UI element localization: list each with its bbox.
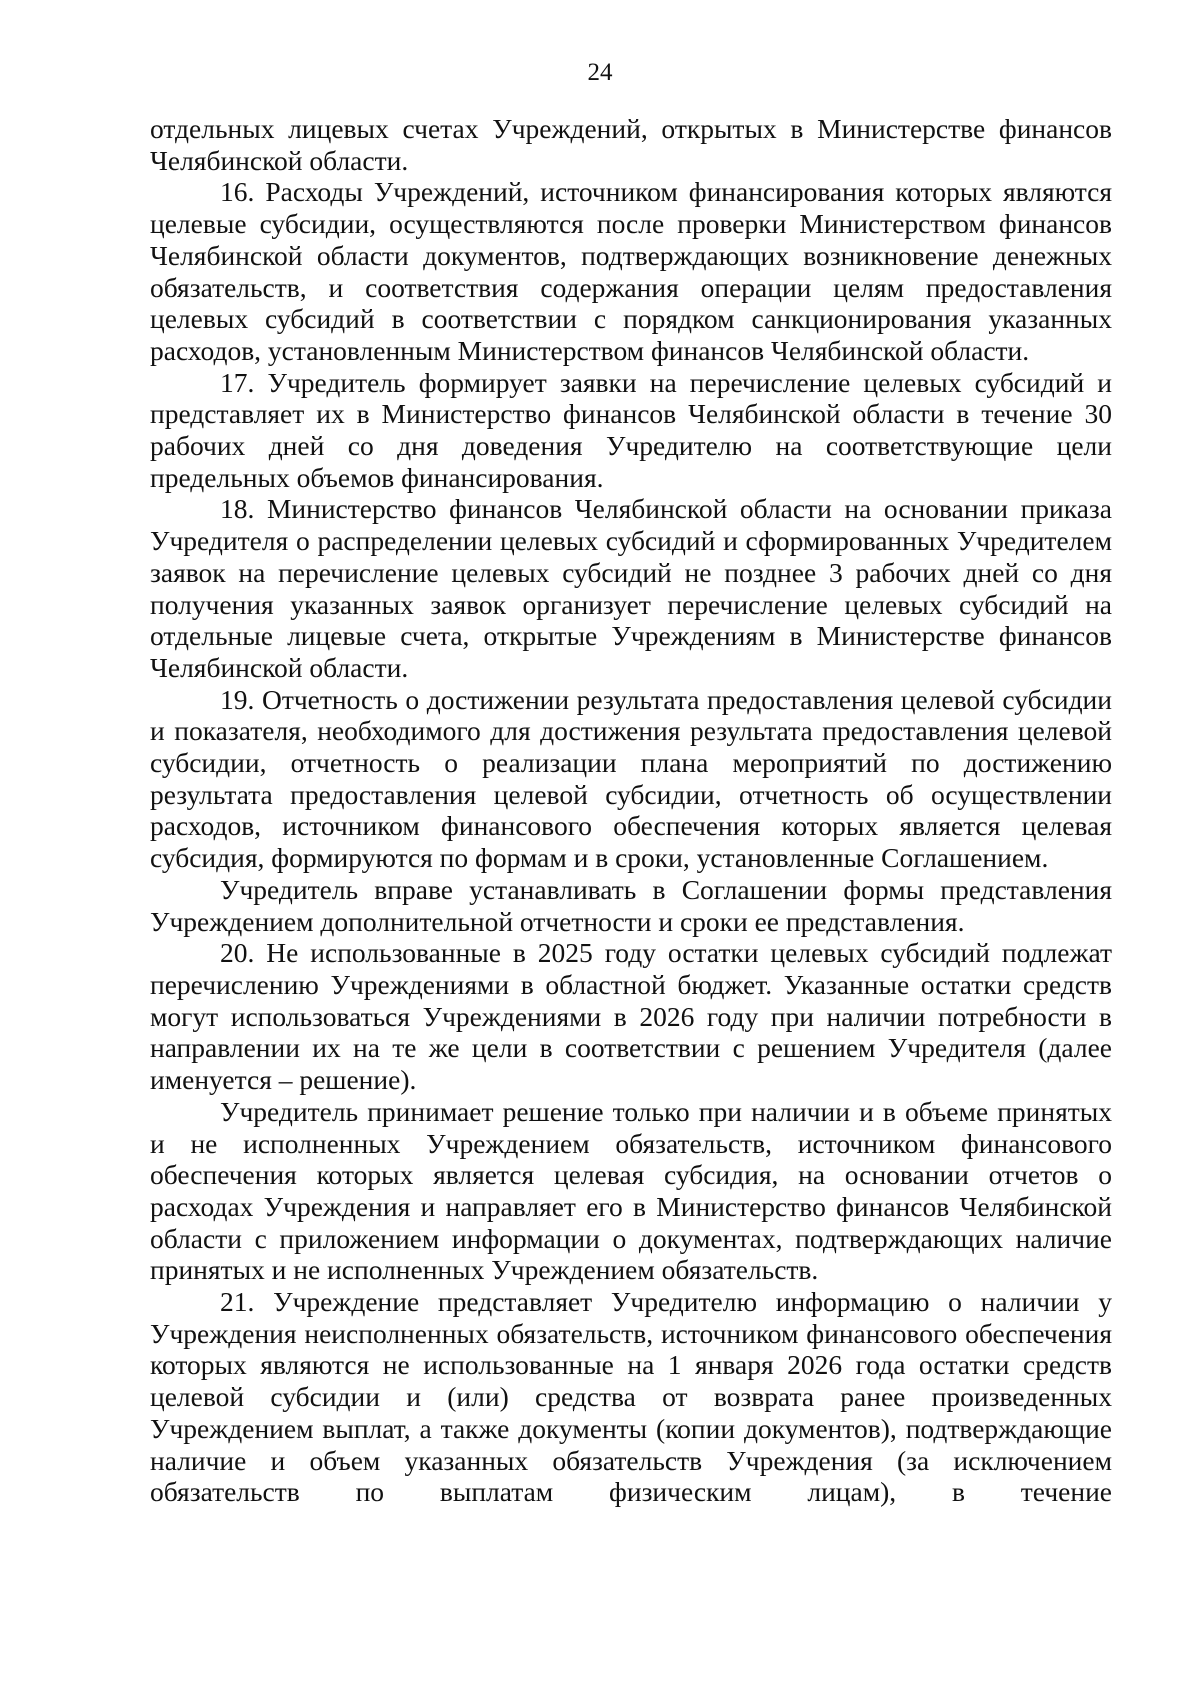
paragraph-17: 17. Учредитель формирует заявки на перечисление целевых субсидий и представляет их в Министерство финансов Челябинской области в течение 30 рабочих дней со дня доведения Учредителю на соответствующие цели предельных объемов финансирования.: [150, 366, 1112, 493]
paragraph-16: 16. Расходы Учреждений, источником финансирования которых являются целевые субсидии, осуществляются после проверки Министерством финансов Челябинской области документов, подтверждающих возникновение денежных обязательств, и соответствия содержания операции целям предоставления целевых субсидий в соответствии с порядком санкционирования указанных расходов, установленным Министерством финансов Челябинской области.: [150, 176, 1112, 366]
paragraph-20: 20. Не использованные в 2025 году остатки целевых субсидий подлежат перечислению Учреждениями в областной бюджет. Указанные остатки средств могут использоваться Учреждениями в 2026 году при наличии потребности в направлении их на те же цели в соответствии с решением Учредителя (далее именуется – решение).: [150, 937, 1112, 1096]
document-body: [150, 113, 1112, 1508]
page-number: 24: [587, 59, 613, 86]
paragraph-19-founder-right: Учредитель вправе устанавливать в Соглашении формы представления Учреждением дополнительной отчетности и сроки ее представления.: [150, 873, 1112, 937]
paragraph-20-founder-decision: Учредитель принимает решение только при наличии и в объеме принятых и не исполненных Учреждением обязательств, источником финансового обеспечения которых является целевая субсидия, на основании отчетов о расходах Учреждения и направляет его в Министерство финансов Челябинской области с приложением информации о документах, подтверждающих наличие принятых и не исполненных Учреждением обязательств.: [150, 1095, 1112, 1286]
paragraph-21: 21. Учреждение представляет Учредителю информацию о наличии у Учреждения неисполненных обязательств, источником финансового обеспечения которых являются не использованные на 1 января 2026 года остатки средств целевой субсидии и (или) средства от возврата ранее произведенных Учреждением выплат, а также документы (копии документов), подтверждающие наличие и объем указанных обязательств Учреждения (за исключением обязательств по выплатам физическим лицам), в течение: [150, 1286, 1112, 1508]
paragraph-19: 19. Отчетность о достижении результата предоставления целевой субсидии и показателя, необходимого для достижения результата предоставления целевой субсидии, отчетность о реализации плана мероприятий по достижению результата предоставления целевой субсидии, отчетность об осуществлении расходов, источником финансового обеспечения которых является целевая субсидия, формируются по формам и в сроки, установленные Соглашением.: [150, 683, 1112, 874]
paragraph-18: 18. Министерство финансов Челябинской области на основании приказа Учредителя о распределении целевых субсидий и сформированных Учредителем заявок на перечисление целевых субсидий не позднее 3 рабочих дней со дня получения указанных заявок организует перечисление целевых субсидий на отдельные лицевые счета, открытые Учреждениям в Министерстве финансов Челябинской области.: [150, 493, 1112, 683]
paragraph-continuation: отдельных лицевых счетах Учреждений, открытых в Министерстве финансов Челябинской области.: [150, 113, 1112, 176]
